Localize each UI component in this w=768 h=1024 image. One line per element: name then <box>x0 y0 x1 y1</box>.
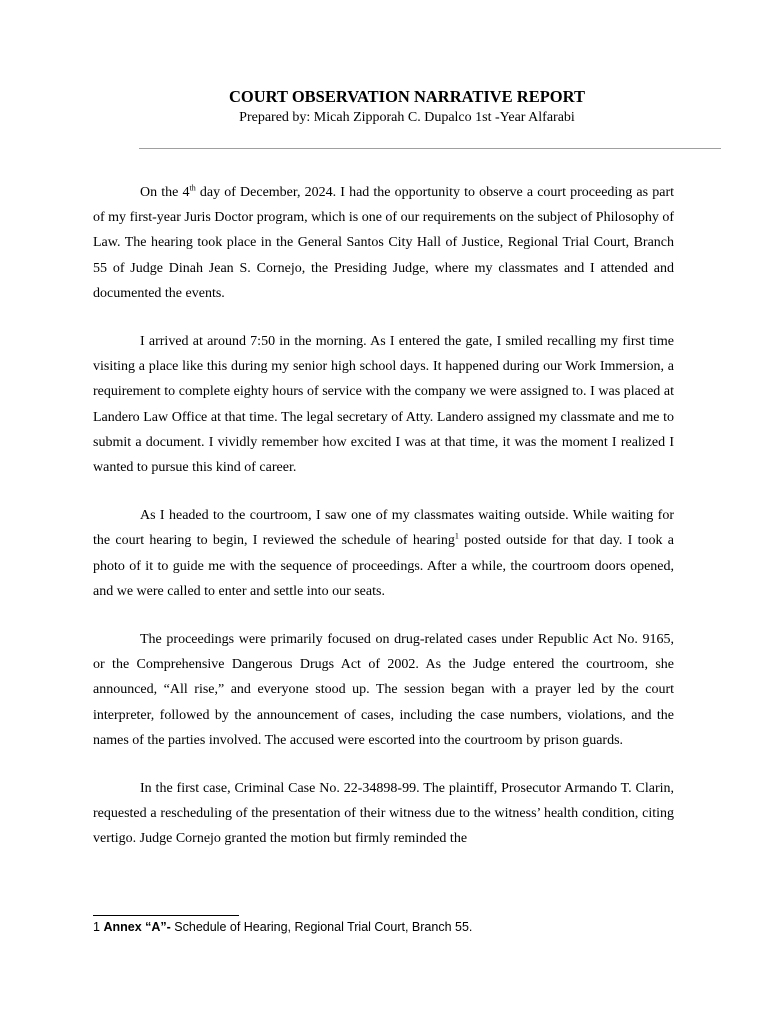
paragraph-2: I arrived at around 7:50 in the morning. As I entered the gate, I smiled recalling my first time visiting a place like this during my senior high school days. It happened during our Work Immersion, a requirement to complete eighty hours of service with the company we were assigned to. I was placed at Landero Law Office at that time. The legal secretary of Atty. Landero assigned my classmate and me to submit a document. I vividly remember how excited I was at that time, it was the moment I realized I wanted to pursue this kind of career. <box>93 334 674 476</box>
paragraph-3-text-a: As I headed to the courtroom, I saw one of my classmates waiting outside. While waiting for the court hearing to begin, I reviewed the schedule of hearing <box>93 508 674 549</box>
footnote-label: Annex “A”- <box>103 920 171 934</box>
paragraph-4: The proceedings were primarily focused on drug-related cases under Republic Act No. 9165, or the Comprehensive Dangerous Drugs Act of 2002. As the Judge entered the courtroom, she announced, “All rise,” and everyone stood up. The session began with a prayer led by the court interpreter, followed by the announcement of cases, including the case numbers, violations, and the names of the parties involved. The accused were escorted into the courtroom by prison guards. <box>93 632 674 748</box>
footnote-text: Schedule of Hearing, Regional Trial Court, Branch 55. <box>170 920 473 934</box>
footnote-number: 1 <box>93 920 100 934</box>
footnote-divider <box>93 915 239 916</box>
paragraph-1-text-a: On the 4 <box>140 185 190 200</box>
report-author-line: Prepared by: Micah Zipporah C. Dupalco 1st -Year Alfarabi <box>239 110 575 125</box>
paragraph-1 <box>93 180 674 306</box>
paragraph-5: In the first case, Criminal Case No. 22-34898-99. The plaintiff, Prosecutor Armando T. Clarin, requested a rescheduling of the presentation of their witness due to the witness’ health condition, citing vertigo. Judge Cornejo granted the motion but firmly reminded the <box>93 781 674 847</box>
paragraph-1-text-b: day of December, 2024. I had the opportunity to observe a court proceeding as part of my first-year Juris Doctor program, which is one of our requirements on the subject of Philosophy of Law. The hearing took place in the General Santos City Hall of Justice, Regional Trial Court, Branch 55 of Judge Dinah Jean S. Cornejo, the Presiding Judge, where my classmates and I attended and documented the events. <box>93 185 675 301</box>
paragraph-3 <box>93 503 674 604</box>
ordinal-superscript: th <box>189 183 196 193</box>
report-title: COURT OBSERVATION NARRATIVE REPORT <box>229 87 585 106</box>
footnote-reference[interactable]: 1 <box>454 531 459 541</box>
footnote <box>93 920 472 934</box>
report-body <box>93 180 674 875</box>
header-divider <box>139 148 721 149</box>
paragraph-3-text-b: posted outside for that day. I took a photo of it to guide me with the sequence of proceedings. After a while, the courtroom doors opened, and we were called to enter and settle into our seats. <box>93 533 674 599</box>
